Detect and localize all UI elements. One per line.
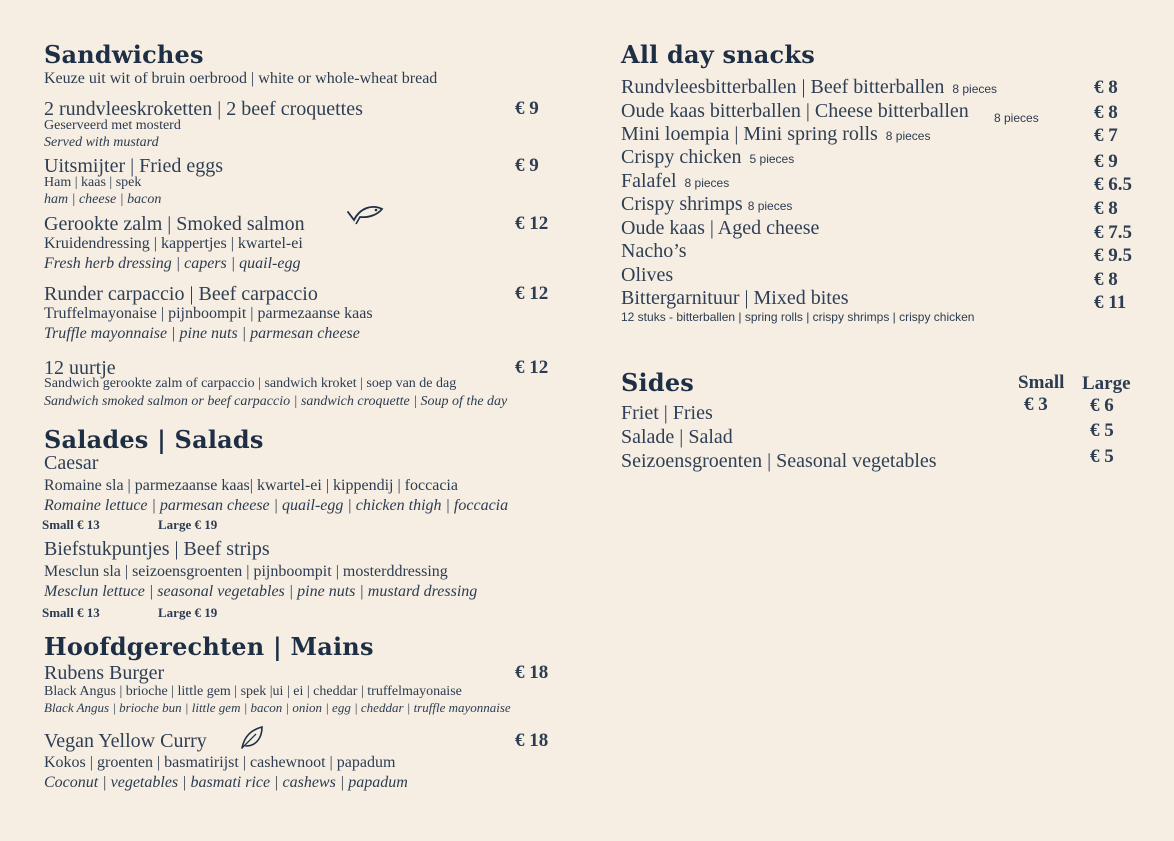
menu-item-desc-en: Fresh herb dressing | capers | quail-egg xyxy=(44,255,301,272)
menu-item-desc-en: Romaine lettuce | parmesan cheese | quail-egg | chicken thigh | foccacia xyxy=(44,497,509,514)
sandwiches-heading: Sandwiches xyxy=(44,40,204,69)
snack-name: Mini loempia | Mini spring rolls xyxy=(621,123,878,145)
snack-qty: 8 pieces xyxy=(684,176,730,190)
snack-price: € 8 xyxy=(1094,269,1118,290)
menu-item-desc: Truffelmayonaise | pijnboompit | parmezaanse kaas xyxy=(44,305,373,322)
snack-qty: 8 pieces xyxy=(747,199,793,213)
menu-item-desc-en: Mesclun lettuce | seasonal vegetables | pine nuts | mustard dressing xyxy=(44,583,478,600)
menu-item-price: € 12 xyxy=(515,357,549,378)
menu-item-name: Caesar xyxy=(44,452,99,474)
col-small-header: Small xyxy=(1018,372,1065,393)
snack-name: Falafel xyxy=(621,170,677,192)
menu-item-price: € 9 xyxy=(515,98,539,119)
snack-price: € 9.5 xyxy=(1094,245,1132,266)
snack-price: € 6.5 xyxy=(1094,174,1132,195)
snack-name: Nacho’s xyxy=(621,240,687,262)
menu-item-desc: Kokos | groenten | basmatirijst | cashewnoot | papadum xyxy=(44,754,396,771)
menu-item-name: Gerookte zalm | Smoked salmon xyxy=(44,213,305,235)
leaf-icon xyxy=(238,724,266,752)
snack-price: € 7 xyxy=(1094,125,1118,146)
menu-item-name: Uitsmijter | Fried eggs xyxy=(44,155,223,177)
snack-item xyxy=(621,193,792,216)
snack-name: Bittergarnituur | Mixed bites xyxy=(621,287,849,309)
salads-heading: Salades | Salads xyxy=(44,425,264,454)
menu-item-desc-en: Truffle mayonnaise | pine nuts | parmesan cheese xyxy=(44,325,360,342)
sandwiches-subtitle: Keuze uit wit of bruin oerbrood | white or whole-wheat bread xyxy=(44,70,438,87)
side-small-price: € 3 xyxy=(1024,394,1048,415)
snack-price: € 8 xyxy=(1094,102,1118,123)
menu-item-price: € 12 xyxy=(515,213,549,234)
menu-item-desc-en: Black Angus | brioche bun | little gem | bacon | onion | egg | cheddar | truffle mayonnaise xyxy=(44,700,511,715)
menu-item-name: 12 uurtje xyxy=(44,357,116,379)
snack-name: Crispy chicken xyxy=(621,146,742,168)
sides-heading: Sides xyxy=(621,368,695,397)
snack-name: Rundvleesbitterballen | Beef bitterballen xyxy=(621,76,945,98)
snack-qty: 5 pieces xyxy=(749,152,795,166)
size-large-price: Large € 19 xyxy=(158,517,218,532)
menu-item-desc: Romaine sla | parmezaanse kaas| kwartel-ei | kippendij | foccacia xyxy=(44,477,458,494)
menu-item-name: Runder carpaccio | Beef carpaccio xyxy=(44,283,318,305)
menu-item-desc: Kruidendressing | kappertjes | kwartel-ei xyxy=(44,235,303,252)
snack-item xyxy=(621,170,729,193)
menu-item-desc-en: Served with mustard xyxy=(44,135,159,150)
menu-item-desc-en: Sandwich smoked salmon or beef carpaccio | sandwich croquette | Soup of the day xyxy=(44,394,508,409)
snack-qty: 8 pieces xyxy=(885,129,931,143)
side-name: Seizoensgroenten | Seasonal vegetables xyxy=(621,450,937,472)
menu-item-desc-en: ham | cheese | bacon xyxy=(44,192,162,207)
snack-qty: 8 pieces xyxy=(952,82,998,96)
menu-item-name: Rubens Burger xyxy=(44,662,165,684)
menu-item-name: 2 rundvleeskroketten | 2 beef croquettes xyxy=(44,98,363,120)
snacks-note: 12 stuks - bitterballen | spring rolls | crispy shrimps | crispy chicken xyxy=(621,310,975,324)
snack-name: Olives xyxy=(621,264,674,286)
menu-item-desc: Mesclun sla | seizoensgroenten | pijnboompit | mosterddressing xyxy=(44,563,448,580)
snack-price: € 8 xyxy=(1094,198,1118,219)
menu-item-desc: Geserveerd met mosterd xyxy=(44,118,181,133)
snack-name: Oude kaas bitterballen | Cheese bitterballen xyxy=(621,100,969,122)
snack-price: € 8 xyxy=(1094,77,1118,98)
fish-icon xyxy=(346,200,386,226)
side-name: Friet | Fries xyxy=(621,402,713,424)
snack-name: Oude kaas | Aged cheese xyxy=(621,217,820,239)
menu-item-price: € 18 xyxy=(515,730,549,751)
snack-name: Crispy shrimps xyxy=(621,193,743,215)
snack-price: € 7.5 xyxy=(1094,222,1132,243)
snack-price: € 11 xyxy=(1094,292,1127,313)
snack-price: € 9 xyxy=(1094,151,1118,172)
snack-item xyxy=(621,76,997,99)
size-large-price: Large € 19 xyxy=(158,605,218,620)
side-name: Salade | Salad xyxy=(621,426,733,448)
menu-item-desc-en: Coconut | vegetables | basmati rice | cashews | papadum xyxy=(44,774,408,791)
snack-item xyxy=(621,146,794,169)
size-small-price: Small € 13 xyxy=(42,605,100,620)
side-large-price: € 6 xyxy=(1090,395,1114,416)
menu-item-desc: Black Angus | brioche | little gem | spek |ui | ei | cheddar | truffelmayonaise xyxy=(44,684,462,699)
menu-item-price: € 12 xyxy=(515,283,549,304)
menu-item-price: € 9 xyxy=(515,155,539,176)
menu-item-name: Vegan Yellow Curry xyxy=(44,730,207,752)
size-small-price: Small € 13 xyxy=(42,517,100,532)
snacks-heading: All day snacks xyxy=(621,40,815,69)
snack-qty: 8 pieces xyxy=(994,111,1039,125)
menu-item-name: Biefstukpuntjes | Beef strips xyxy=(44,538,270,560)
menu-item-desc: Ham | kaas | spek xyxy=(44,175,142,190)
snack-item xyxy=(621,123,930,146)
menu-item-desc: Sandwich gerookte zalm of carpaccio | sandwich kroket | soep van de dag xyxy=(44,376,457,391)
side-large-price: € 5 xyxy=(1090,446,1114,467)
menu-item-price: € 18 xyxy=(515,662,549,683)
mains-heading: Hoofdgerechten | Mains xyxy=(44,632,374,661)
side-large-price: € 5 xyxy=(1090,420,1114,441)
col-large-header: Large xyxy=(1082,373,1131,394)
